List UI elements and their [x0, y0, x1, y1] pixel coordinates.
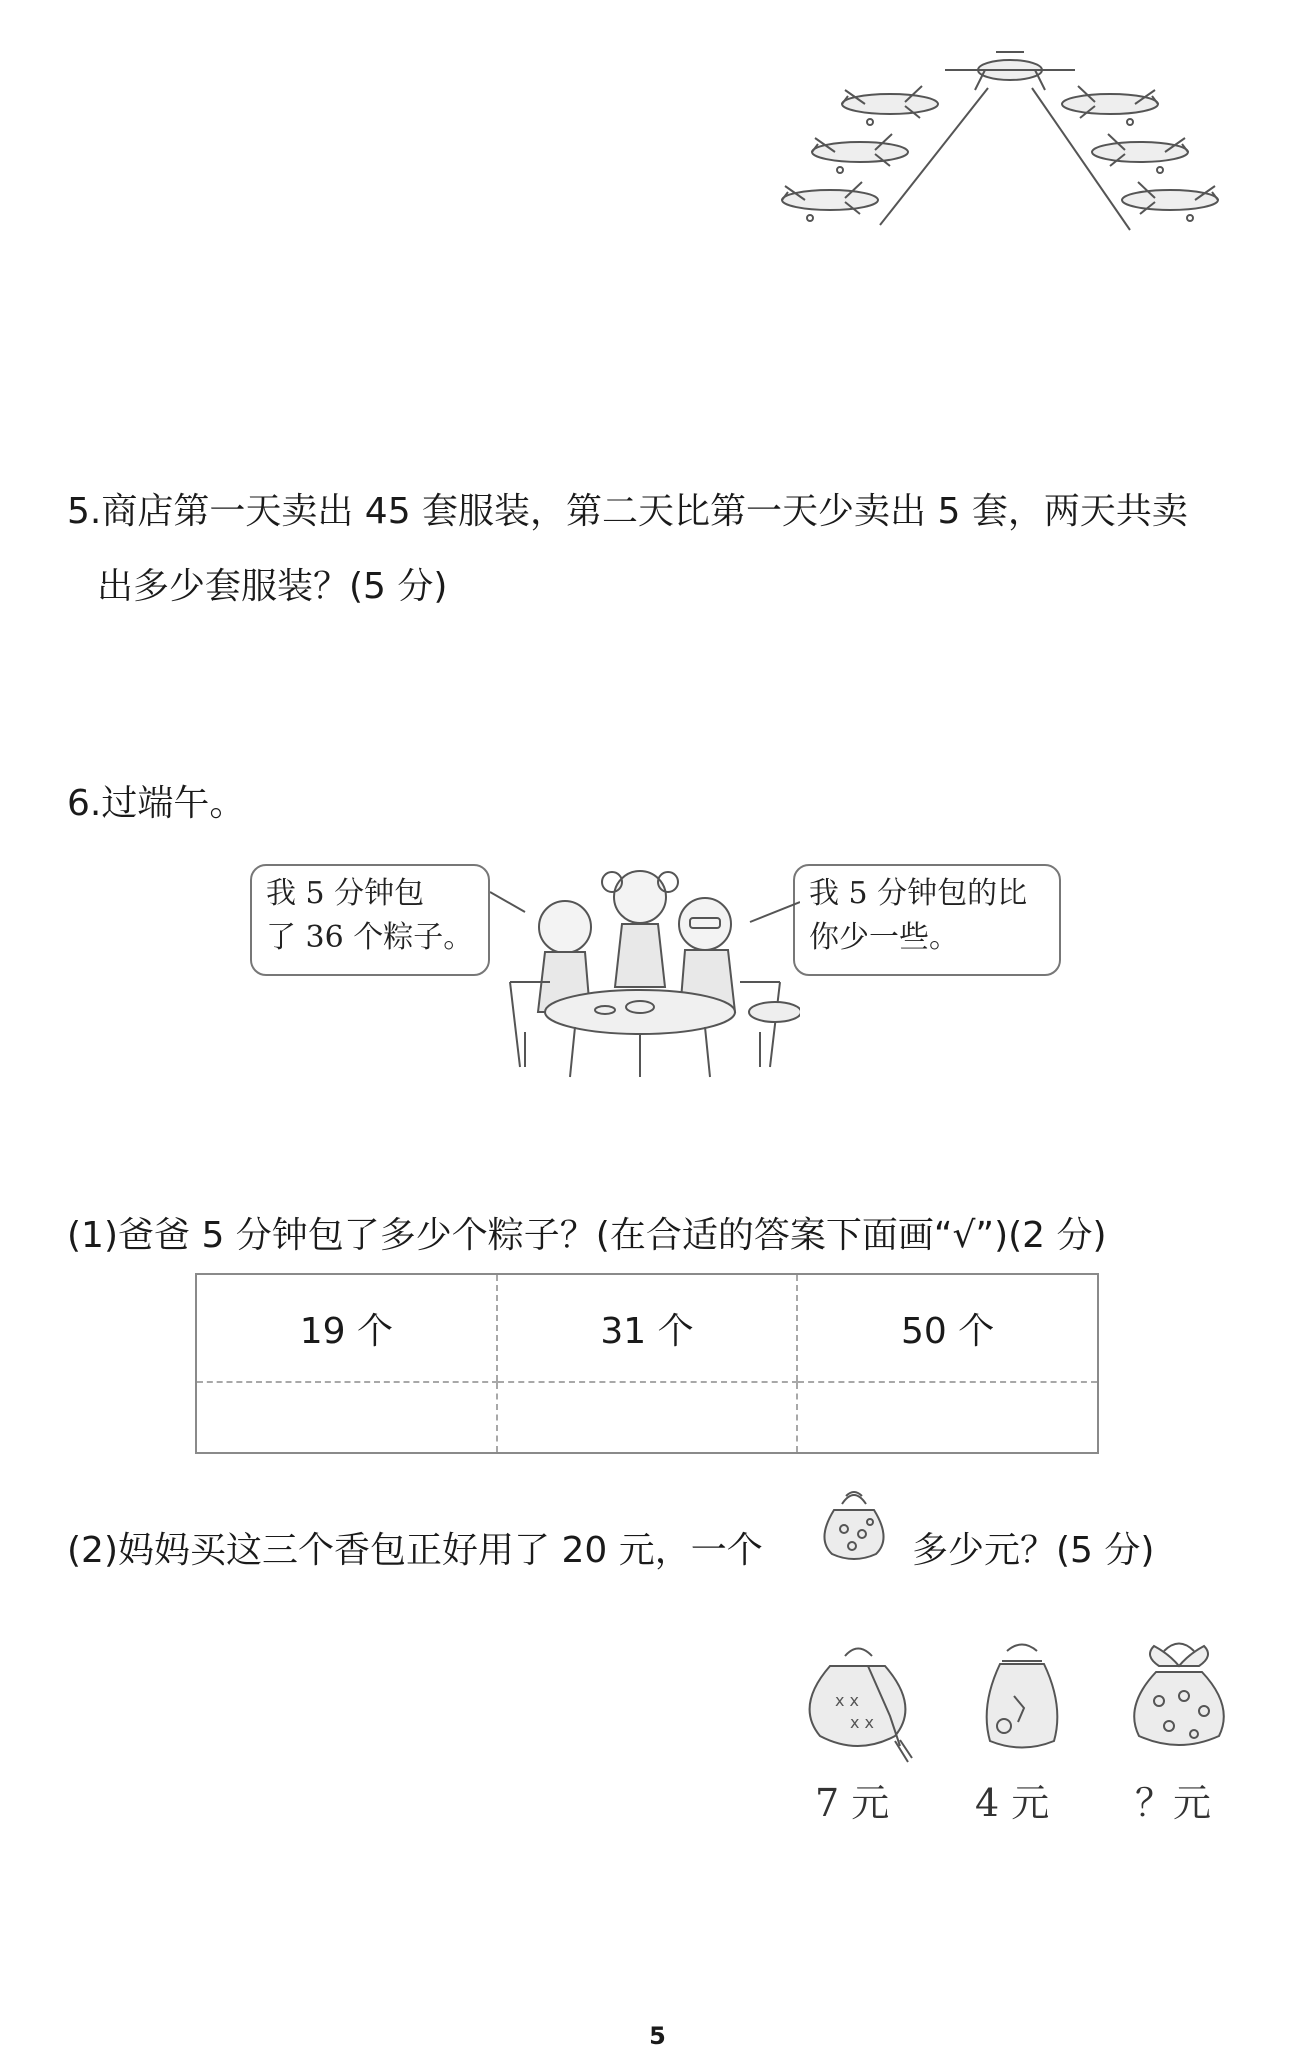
q6-title: 6.过端午。 — [67, 783, 246, 824]
q5-line2: 出多少套服装？(5 分) — [97, 566, 448, 607]
sachet-icon — [812, 1484, 896, 1564]
sachet-large-icon — [790, 1636, 950, 1766]
price-large-sachet: 7 元 — [815, 1781, 890, 1825]
bubble-left-line1: 我 5 分钟包 — [266, 876, 425, 911]
answer-choice-table — [195, 1273, 1099, 1454]
bubble-left-line2: 了 36 个粽子。 — [266, 920, 474, 955]
choice-cell-1: 19 个 — [196, 1274, 497, 1382]
speech-bubble-right — [793, 864, 1061, 976]
sachet-bow-icon — [1114, 1636, 1244, 1766]
q6-sub2-after: 多少元？(5 分) — [912, 1530, 1155, 1571]
q6-sub1: (1)爸爸 5 分钟包了多少个粽子？(在合适的答案下面画“√”)(2 分) — [67, 1215, 1107, 1256]
sachet-small-icon — [962, 1636, 1082, 1766]
airplanes-formation-illustration — [770, 40, 1250, 240]
price-small-sachet: 4 元 — [975, 1781, 1050, 1825]
speech-bubble-left — [250, 864, 490, 976]
check-cell-1[interactable] — [196, 1382, 497, 1453]
check-cell-3[interactable] — [797, 1382, 1098, 1453]
children-making-zongzi-illustration — [490, 852, 800, 1082]
price-bow-sachet: ？元 — [1135, 1781, 1212, 1825]
q5-line1: 5.商店第一天卖出 45 套服装，第二天比第一天少卖出 5 套，两天共卖 — [67, 491, 1188, 532]
choice-cell-2: 31 个 — [497, 1274, 798, 1382]
svg-text:x x: x x — [835, 1691, 860, 1710]
choice-cell-3: 50 个 — [797, 1274, 1098, 1382]
check-cell-2[interactable] — [497, 1382, 798, 1453]
bubble-right-line2: 你少一些。 — [809, 920, 959, 955]
svg-text:x x: x x — [850, 1713, 875, 1732]
page-number: 5 — [649, 2022, 666, 2050]
bubble-right-line1: 我 5 分钟包的比 — [809, 876, 1028, 911]
q6-sub2-before: (2)妈妈买这三个香包正好用了 20 元，一个 — [67, 1530, 763, 1571]
